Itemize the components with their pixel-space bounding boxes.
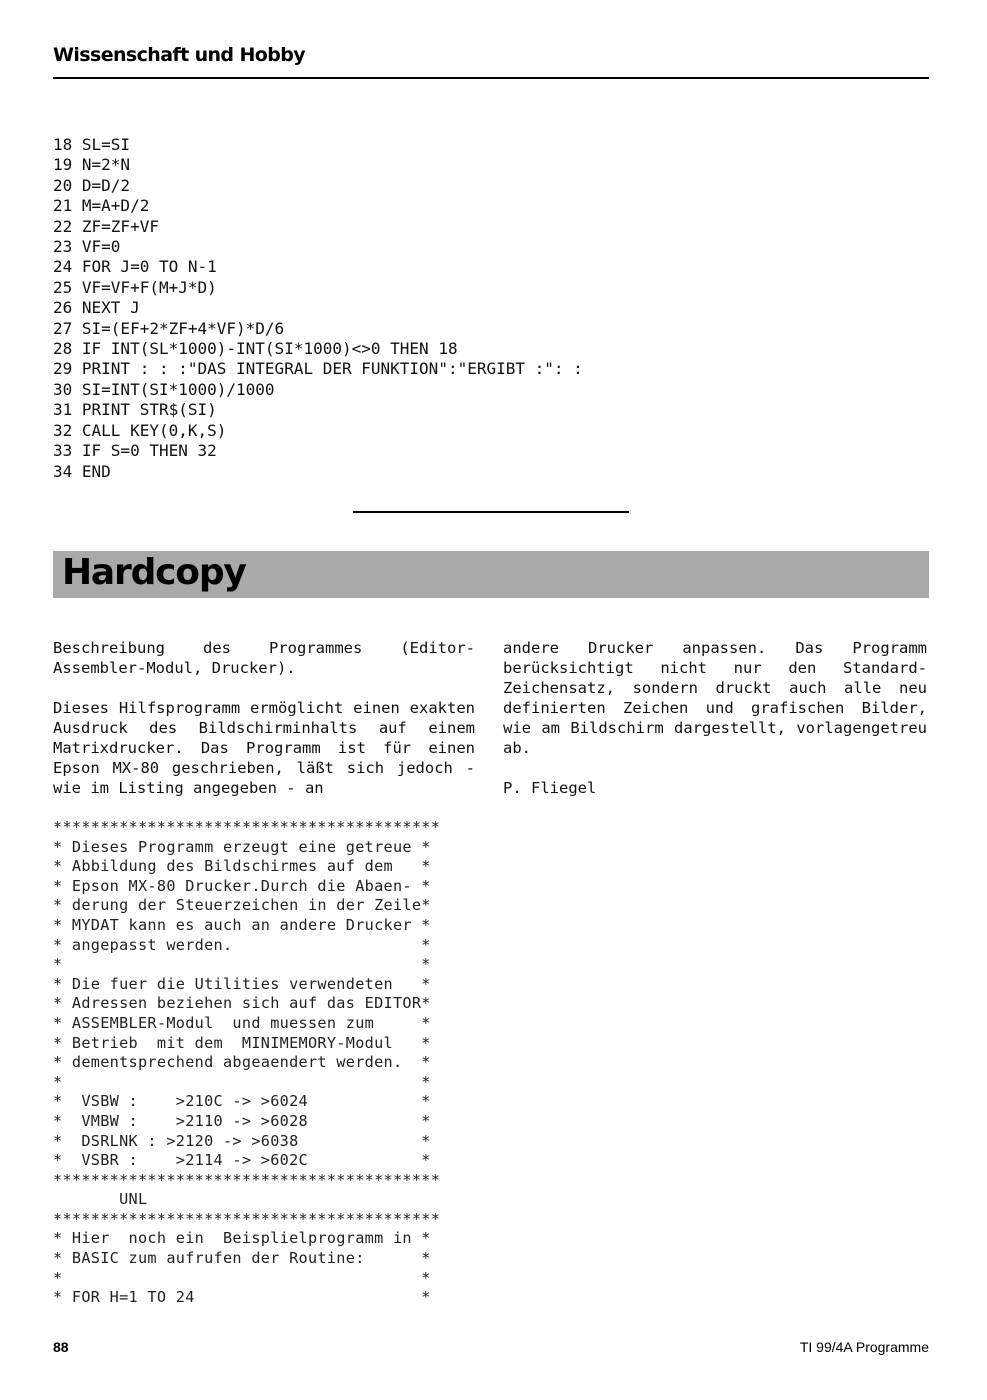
code-line: * dementsprechend abgeaendert werden. *	[53, 1053, 431, 1072]
code-line: * VSBW : >210C -> >6024 *	[53, 1092, 431, 1111]
code-line: 27 SI=(EF+2*ZF+4*VF)*D/6	[53, 318, 285, 338]
code-line: *****************************************	[53, 818, 441, 836]
page-number: 88	[53, 1339, 69, 1355]
code-line: * VSBR : >2114 -> >602C *	[53, 1151, 431, 1170]
code-line: 29 PRINT : : :"DAS INTEGRAL DER FUNKTION":"ERGIBT :": :	[53, 359, 583, 379]
code-line: * angepasst werden. *	[53, 935, 431, 954]
code-line: 21 M=A+D/2	[53, 196, 150, 216]
code-line: 28 IF INT(SL*1000)-INT(SI*1000)<>0 THEN 18	[53, 339, 458, 359]
code-line: 19 N=2*N	[53, 155, 131, 175]
section-header-title: Wissenschaft und Hobby	[53, 44, 305, 66]
article-author: P. Fliegel	[503, 779, 597, 797]
code-line: 31 PRINT STR$(SI)	[53, 400, 217, 420]
article-right-column	[503, 638, 927, 818]
code-line: * BASIC zum aufrufen der Routine: *	[53, 1249, 431, 1268]
code-line: * ASSEMBLER-Modul und muessen zum *	[53, 1013, 431, 1032]
assembler-code-listing	[53, 818, 440, 1308]
code-line: 23 VF=0	[53, 237, 121, 257]
code-line: 18 SL=SI	[53, 135, 131, 154]
section-separator	[353, 511, 629, 513]
code-line: 26 NEXT J	[53, 298, 140, 318]
code-line: 32 CALL KEY(0,K,S)	[53, 420, 227, 440]
code-line: * *	[53, 1072, 431, 1091]
article-title-banner	[53, 551, 929, 598]
code-line: *****************************************	[53, 1209, 441, 1228]
article-paragraph: Beschreibung des Programmes (Editor-Assembler-Modul, Drucker).	[53, 639, 475, 677]
code-line: 24 FOR J=0 TO N-1	[53, 257, 217, 277]
article-title: Hardcopy	[62, 552, 246, 593]
code-line: * Die fuer die Utilities verwendeten *	[53, 974, 431, 993]
code-line: * Hier noch ein Beisplielprogramm in *	[53, 1229, 431, 1248]
code-line: 30 SI=INT(SI*1000)/1000	[53, 379, 275, 399]
code-line: * *	[53, 1268, 431, 1287]
code-line: *****************************************	[53, 1170, 441, 1189]
code-line: 25 VF=VF+F(M+J*D)	[53, 277, 217, 297]
publication-title: TI 99/4A Programme	[799, 1339, 929, 1355]
code-line: UNL	[53, 1190, 148, 1209]
code-line: * MYDAT kann es auch an andere Drucker *	[53, 915, 431, 934]
code-line: * DSRLNK : >2120 -> >6038 *	[53, 1131, 431, 1150]
code-line: * Betrieb mit dem MINIMEMORY-Modul *	[53, 1033, 431, 1052]
header-rule	[53, 77, 929, 79]
article-left-column	[53, 638, 475, 818]
code-line: * Epson MX-80 Drucker.Durch die Abaen- *	[53, 876, 431, 895]
article-paragraph: andere Drucker anpassen. Das Programm berücksichtigt nicht nur den Standard-Zeichensatz, sondern druckt auch alle neu definierten Zeichen und grafischen Bilder, wie am Bildschirm dargestellt, vorlagengetreu ab.	[503, 639, 927, 757]
code-line: * *	[53, 955, 431, 974]
article-paragraph: Dieses Hilfsprogramm ermöglicht einen exakten Ausdruck des Bildschirminhalts auf einem Matrixdrucker. Das Programm ist für einen Epson MX-80 geschrieben, läßt sich jedoch - wie im Listing angegeben - an	[53, 699, 475, 797]
code-line: * derung der Steuerzeichen in der Zeile*	[53, 896, 431, 915]
code-line: 34 END	[53, 461, 111, 481]
code-line: * Abbildung des Bildschirmes auf dem *	[53, 857, 431, 876]
code-line: * FOR H=1 TO 24 *	[53, 1288, 431, 1307]
code-line: 22 ZF=ZF+VF	[53, 216, 159, 236]
code-line: * VMBW : >2110 -> >6028 *	[53, 1111, 431, 1130]
code-line: 20 D=D/2	[53, 175, 131, 195]
code-line: * Adressen beziehen sich auf das EDITOR*	[53, 994, 431, 1013]
basic-code-listing	[53, 135, 583, 482]
code-line: * Dieses Programm erzeugt eine getreue *	[53, 837, 431, 856]
code-line: 33 IF S=0 THEN 32	[53, 441, 217, 461]
